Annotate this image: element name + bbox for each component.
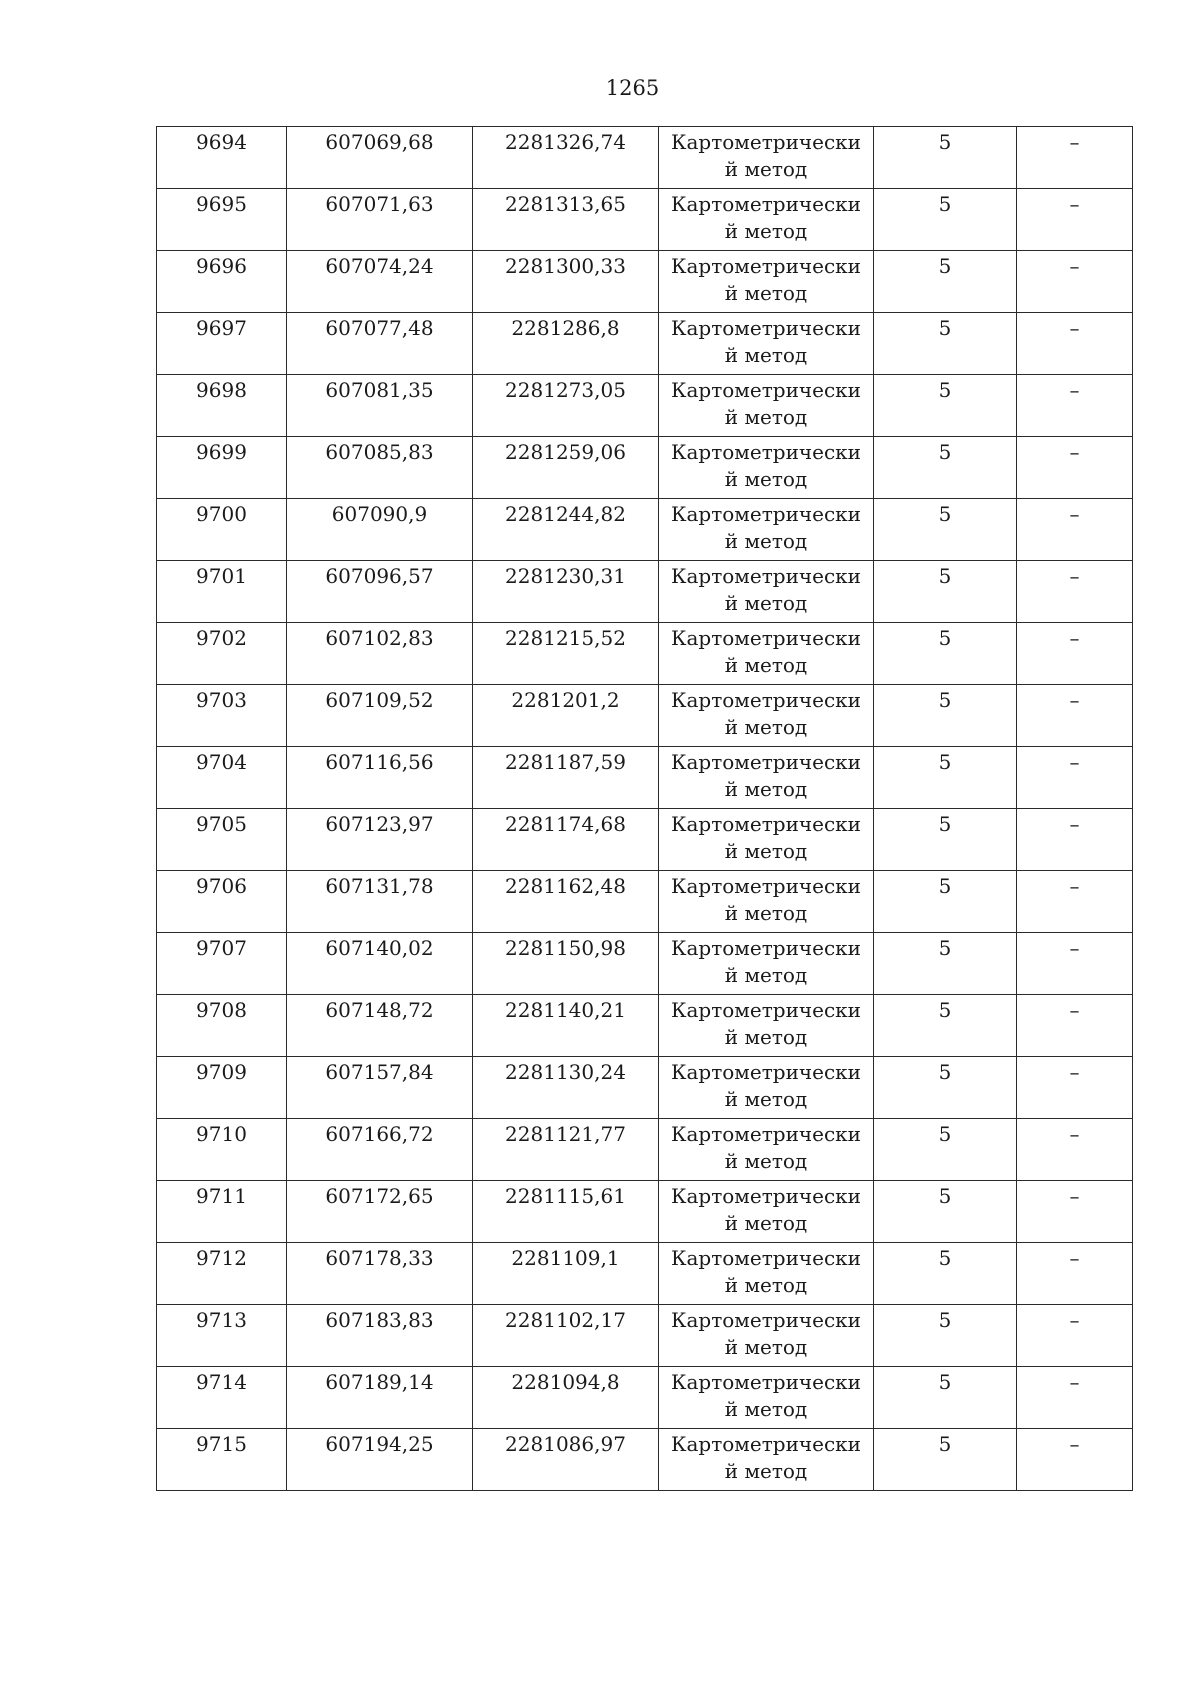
table-row: [157, 1305, 1133, 1367]
y-coordinate-cell: 2281230,31: [473, 561, 659, 623]
point-number-cell: 9705: [157, 809, 287, 871]
method-text-line-1: Картометрически: [671, 998, 861, 1022]
method-text-line-2: й метод: [724, 777, 808, 801]
point-number-cell: 9703: [157, 685, 287, 747]
method-text-line-2: й метод: [724, 529, 808, 553]
method-text-line-2: й метод: [724, 1273, 808, 1297]
y-coordinate-cell: 2281130,24: [473, 1057, 659, 1119]
table-row: [157, 499, 1133, 561]
accuracy-cell: 5: [874, 251, 1017, 313]
method-text-line-2: й метод: [724, 963, 808, 987]
note-cell: –: [1017, 375, 1133, 437]
note-cell: –: [1017, 499, 1133, 561]
x-coordinate-cell: 607090,9: [287, 499, 473, 561]
point-number-cell: 9708: [157, 995, 287, 1057]
method-text-line-2: й метод: [724, 1149, 808, 1173]
note-cell: –: [1017, 995, 1133, 1057]
table-row: [157, 1243, 1133, 1305]
table-row: [157, 251, 1133, 313]
accuracy-cell: 5: [874, 1057, 1017, 1119]
method-cell: [659, 995, 874, 1057]
x-coordinate-cell: 607194,25: [287, 1429, 473, 1491]
method-text-line-2: й метод: [724, 467, 808, 491]
method-text-line-1: Картометрически: [671, 688, 861, 712]
accuracy-cell: 5: [874, 189, 1017, 251]
note-cell: –: [1017, 685, 1133, 747]
x-coordinate-cell: 607102,83: [287, 623, 473, 685]
point-number-cell: 9710: [157, 1119, 287, 1181]
y-coordinate-cell: 2281121,77: [473, 1119, 659, 1181]
point-number-cell: 9709: [157, 1057, 287, 1119]
method-text-line-1: Картометрически: [671, 1246, 861, 1270]
y-coordinate-cell: 2281187,59: [473, 747, 659, 809]
note-cell: –: [1017, 189, 1133, 251]
method-cell: [659, 127, 874, 189]
y-coordinate-cell: 2281094,8: [473, 1367, 659, 1429]
accuracy-cell: 5: [874, 499, 1017, 561]
point-number-cell: 9694: [157, 127, 287, 189]
accuracy-cell: 5: [874, 685, 1017, 747]
method-cell: [659, 623, 874, 685]
accuracy-cell: 5: [874, 127, 1017, 189]
y-coordinate-cell: 2281086,97: [473, 1429, 659, 1491]
note-cell: –: [1017, 313, 1133, 375]
table-row: [157, 1429, 1133, 1491]
method-text-line-1: Картометрически: [671, 1060, 861, 1084]
x-coordinate-cell: 607081,35: [287, 375, 473, 437]
method-text-line-1: Картометрически: [671, 1184, 861, 1208]
accuracy-cell: 5: [874, 933, 1017, 995]
y-coordinate-cell: 2281300,33: [473, 251, 659, 313]
method-text-line-1: Картометрически: [671, 564, 861, 588]
table-row: [157, 685, 1133, 747]
accuracy-cell: 5: [874, 1367, 1017, 1429]
y-coordinate-cell: 2281162,48: [473, 871, 659, 933]
x-coordinate-cell: 607069,68: [287, 127, 473, 189]
x-coordinate-cell: 607189,14: [287, 1367, 473, 1429]
method-text-line-2: й метод: [724, 281, 808, 305]
method-text-line-1: Картометрически: [671, 1370, 861, 1394]
method-text-line-1: Картометрически: [671, 502, 861, 526]
note-cell: –: [1017, 1243, 1133, 1305]
table-row: [157, 809, 1133, 871]
x-coordinate-cell: 607071,63: [287, 189, 473, 251]
table-row: [157, 375, 1133, 437]
y-coordinate-cell: 2281174,68: [473, 809, 659, 871]
accuracy-cell: 5: [874, 871, 1017, 933]
method-cell: [659, 747, 874, 809]
method-text-line-2: й метод: [724, 591, 808, 615]
method-text-line-2: й метод: [724, 157, 808, 181]
method-text-line-2: й метод: [724, 1211, 808, 1235]
note-cell: –: [1017, 1181, 1133, 1243]
accuracy-cell: 5: [874, 1243, 1017, 1305]
point-number-cell: 9700: [157, 499, 287, 561]
x-coordinate-cell: 607123,97: [287, 809, 473, 871]
method-text-line-2: й метод: [724, 219, 808, 243]
x-coordinate-cell: 607116,56: [287, 747, 473, 809]
coordinates-table: [156, 126, 1133, 1491]
point-number-cell: 9704: [157, 747, 287, 809]
method-text-line-2: й метод: [724, 715, 808, 739]
point-number-cell: 9706: [157, 871, 287, 933]
table-row: [157, 189, 1133, 251]
method-text-line-1: Картометрически: [671, 192, 861, 216]
method-cell: [659, 871, 874, 933]
method-text-line-2: й метод: [724, 901, 808, 925]
method-cell: [659, 251, 874, 313]
table-row: [157, 747, 1133, 809]
table-row: [157, 313, 1133, 375]
method-cell: [659, 1243, 874, 1305]
note-cell: –: [1017, 1119, 1133, 1181]
y-coordinate-cell: 2281215,52: [473, 623, 659, 685]
method-cell: [659, 1305, 874, 1367]
y-coordinate-cell: 2281201,2: [473, 685, 659, 747]
y-coordinate-cell: 2281244,82: [473, 499, 659, 561]
x-coordinate-cell: 607109,52: [287, 685, 473, 747]
method-text-line-2: й метод: [724, 1335, 808, 1359]
method-cell: [659, 1119, 874, 1181]
y-coordinate-cell: 2281102,17: [473, 1305, 659, 1367]
method-text-line-1: Картометрически: [671, 812, 861, 836]
table-row: [157, 1367, 1133, 1429]
point-number-cell: 9699: [157, 437, 287, 499]
point-number-cell: 9698: [157, 375, 287, 437]
x-coordinate-cell: 607074,24: [287, 251, 473, 313]
point-number-cell: 9701: [157, 561, 287, 623]
point-number-cell: 9696: [157, 251, 287, 313]
method-text-line-2: й метод: [724, 1459, 808, 1483]
method-text-line-1: Картометрически: [671, 1122, 861, 1146]
accuracy-cell: 5: [874, 809, 1017, 871]
x-coordinate-cell: 607183,83: [287, 1305, 473, 1367]
accuracy-cell: 5: [874, 623, 1017, 685]
x-coordinate-cell: 607140,02: [287, 933, 473, 995]
y-coordinate-cell: 2281313,65: [473, 189, 659, 251]
y-coordinate-cell: 2281259,06: [473, 437, 659, 499]
method-text-line-1: Картометрически: [671, 1308, 861, 1332]
method-cell: [659, 685, 874, 747]
method-cell: [659, 375, 874, 437]
method-cell: [659, 1367, 874, 1429]
method-text-line-1: Картометрически: [671, 936, 861, 960]
coordinates-table-body: [157, 127, 1133, 1491]
note-cell: –: [1017, 871, 1133, 933]
method-cell: [659, 499, 874, 561]
note-cell: –: [1017, 127, 1133, 189]
note-cell: –: [1017, 1305, 1133, 1367]
method-text-line-1: Картометрически: [671, 130, 861, 154]
accuracy-cell: 5: [874, 1429, 1017, 1491]
note-cell: –: [1017, 561, 1133, 623]
table-row: [157, 623, 1133, 685]
y-coordinate-cell: 2281140,21: [473, 995, 659, 1057]
method-text-line-1: Картометрически: [671, 626, 861, 650]
x-coordinate-cell: 607178,33: [287, 1243, 473, 1305]
accuracy-cell: 5: [874, 561, 1017, 623]
table-row: [157, 995, 1133, 1057]
point-number-cell: 9702: [157, 623, 287, 685]
method-cell: [659, 1057, 874, 1119]
table-row: [157, 933, 1133, 995]
table-row: [157, 561, 1133, 623]
method-text-line-1: Картометрически: [671, 378, 861, 402]
page-number: 1265: [605, 76, 660, 100]
note-cell: –: [1017, 623, 1133, 685]
table-row: [157, 437, 1133, 499]
method-text-line-1: Картометрически: [671, 254, 861, 278]
method-text-line-2: й метод: [724, 1397, 808, 1421]
point-number-cell: 9715: [157, 1429, 287, 1491]
method-text-line-2: й метод: [724, 1025, 808, 1049]
y-coordinate-cell: 2281286,8: [473, 313, 659, 375]
point-number-cell: 9707: [157, 933, 287, 995]
method-cell: [659, 1181, 874, 1243]
table-row: [157, 127, 1133, 189]
method-text-line-1: Картометрически: [671, 1432, 861, 1456]
note-cell: –: [1017, 437, 1133, 499]
method-cell: [659, 313, 874, 375]
note-cell: –: [1017, 1057, 1133, 1119]
note-cell: –: [1017, 1367, 1133, 1429]
note-cell: –: [1017, 251, 1133, 313]
x-coordinate-cell: 607077,48: [287, 313, 473, 375]
note-cell: –: [1017, 809, 1133, 871]
accuracy-cell: 5: [874, 375, 1017, 437]
accuracy-cell: 5: [874, 1119, 1017, 1181]
table-row: [157, 1057, 1133, 1119]
accuracy-cell: 5: [874, 437, 1017, 499]
method-cell: [659, 437, 874, 499]
table-row: [157, 1181, 1133, 1243]
accuracy-cell: 5: [874, 1305, 1017, 1367]
method-cell: [659, 809, 874, 871]
accuracy-cell: 5: [874, 1181, 1017, 1243]
method-text-line-1: Картометрически: [671, 316, 861, 340]
method-text-line-2: й метод: [724, 405, 808, 429]
table-row: [157, 1119, 1133, 1181]
method-cell: [659, 561, 874, 623]
accuracy-cell: 5: [874, 995, 1017, 1057]
note-cell: –: [1017, 747, 1133, 809]
method-text-line-2: й метод: [724, 343, 808, 367]
note-cell: –: [1017, 1429, 1133, 1491]
y-coordinate-cell: 2281109,1: [473, 1243, 659, 1305]
x-coordinate-cell: 607096,57: [287, 561, 473, 623]
method-cell: [659, 933, 874, 995]
method-text-line-2: й метод: [724, 653, 808, 677]
point-number-cell: 9711: [157, 1181, 287, 1243]
point-number-cell: 9697: [157, 313, 287, 375]
method-text-line-2: й метод: [724, 839, 808, 863]
point-number-cell: 9695: [157, 189, 287, 251]
x-coordinate-cell: 607131,78: [287, 871, 473, 933]
x-coordinate-cell: 607148,72: [287, 995, 473, 1057]
x-coordinate-cell: 607157,84: [287, 1057, 473, 1119]
method-text-line-2: й метод: [724, 1087, 808, 1111]
y-coordinate-cell: 2281115,61: [473, 1181, 659, 1243]
method-text-line-1: Картометрически: [671, 750, 861, 774]
y-coordinate-cell: 2281150,98: [473, 933, 659, 995]
method-text-line-1: Картометрически: [671, 874, 861, 898]
accuracy-cell: 5: [874, 747, 1017, 809]
method-cell: [659, 189, 874, 251]
method-text-line-1: Картометрически: [671, 440, 861, 464]
accuracy-cell: 5: [874, 313, 1017, 375]
method-cell: [659, 1429, 874, 1491]
x-coordinate-cell: 607172,65: [287, 1181, 473, 1243]
point-number-cell: 9714: [157, 1367, 287, 1429]
point-number-cell: 9713: [157, 1305, 287, 1367]
x-coordinate-cell: 607166,72: [287, 1119, 473, 1181]
table-row: [157, 871, 1133, 933]
point-number-cell: 9712: [157, 1243, 287, 1305]
y-coordinate-cell: 2281326,74: [473, 127, 659, 189]
note-cell: –: [1017, 933, 1133, 995]
y-coordinate-cell: 2281273,05: [473, 375, 659, 437]
x-coordinate-cell: 607085,83: [287, 437, 473, 499]
